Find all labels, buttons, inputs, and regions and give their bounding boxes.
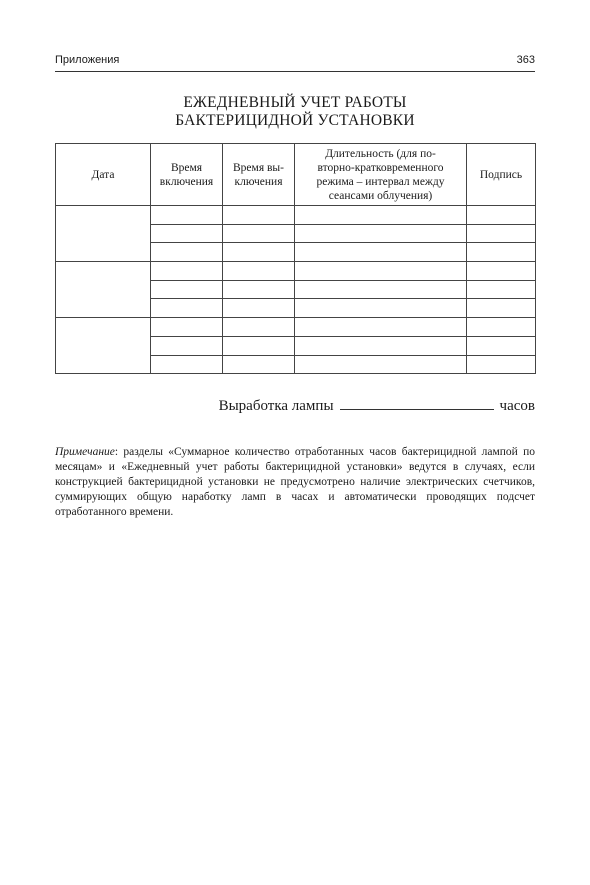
duration-cell: [295, 355, 467, 374]
header-duration: Длительность (для по- вторно-кратковременного режима – интервал между сеансами облучения): [295, 144, 467, 206]
signature-cell: [467, 299, 536, 318]
note-label: Примечание: [55, 446, 115, 458]
title-line-2: БАКТЕРИЦИДНОЙ УСТАНОВКИ: [175, 112, 415, 129]
off-time-cell: [223, 336, 295, 355]
on-time-cell: [151, 318, 223, 337]
on-time-cell: [151, 336, 223, 355]
off-time-cell: [223, 280, 295, 299]
signature-cell: [467, 224, 536, 243]
date-cell: [56, 262, 151, 318]
off-time-cell: [223, 206, 295, 225]
note-paragraph: [55, 445, 535, 520]
on-time-cell: [151, 206, 223, 225]
duration-cell: [295, 280, 467, 299]
table-header-row: [56, 144, 536, 206]
table-row: [56, 262, 536, 281]
signature-cell: [467, 206, 536, 225]
on-time-cell: [151, 299, 223, 318]
title-line-1: ЕЖЕДНЕВНЫЙ УЧЕТ РАБОТЫ: [183, 94, 407, 111]
on-time-cell: [151, 355, 223, 374]
section-title: Приложения: [55, 54, 120, 66]
duration-cell: [295, 224, 467, 243]
signature-cell: [467, 336, 536, 355]
off-time-cell: [223, 318, 295, 337]
header-on-time: Время включения: [151, 144, 223, 206]
date-cell: [56, 206, 151, 262]
lamp-output-label: Выработка лампы: [218, 398, 334, 414]
duration-cell: [295, 299, 467, 318]
header-off-time: Время вы- ключения: [223, 144, 295, 206]
header-signature: Подпись: [467, 144, 536, 206]
on-time-cell: [151, 224, 223, 243]
on-time-cell: [151, 262, 223, 281]
lamp-output-blank: [340, 397, 494, 410]
off-time-cell: [223, 224, 295, 243]
signature-cell: [467, 318, 536, 337]
off-time-cell: [223, 262, 295, 281]
off-time-cell: [223, 299, 295, 318]
signature-cell: [467, 355, 536, 374]
signature-cell: [467, 243, 536, 262]
on-time-cell: [151, 280, 223, 299]
on-time-cell: [151, 243, 223, 262]
duration-cell: [295, 206, 467, 225]
document-title: [55, 94, 535, 130]
off-time-cell: [223, 355, 295, 374]
header-rule: [55, 71, 535, 72]
running-header: [55, 54, 535, 72]
lamp-output-line: [55, 397, 535, 415]
signature-cell: [467, 280, 536, 299]
note-text: : разделы «Суммарное количество отработанных часов бактерицидной лампой по месяцам» и «Ежедневный учет работы бактерицидной установки» ведутся в случаях, если конструкцией бактерицидной установки не предусмотрено наличие электрических счетчиков, суммирующих общую наработку ламп в часах и автоматически проводящих подсчет отработанного времени.: [55, 446, 535, 518]
table-row: [56, 318, 536, 337]
daily-log-table: [55, 143, 536, 374]
duration-cell: [295, 318, 467, 337]
lamp-output-unit: часов: [499, 398, 535, 414]
signature-cell: [467, 262, 536, 281]
page-number: 363: [516, 54, 535, 66]
date-cell: [56, 318, 151, 374]
duration-cell: [295, 243, 467, 262]
off-time-cell: [223, 243, 295, 262]
table-row: [56, 206, 536, 225]
duration-cell: [295, 336, 467, 355]
header-date: Дата: [56, 144, 151, 206]
duration-cell: [295, 262, 467, 281]
